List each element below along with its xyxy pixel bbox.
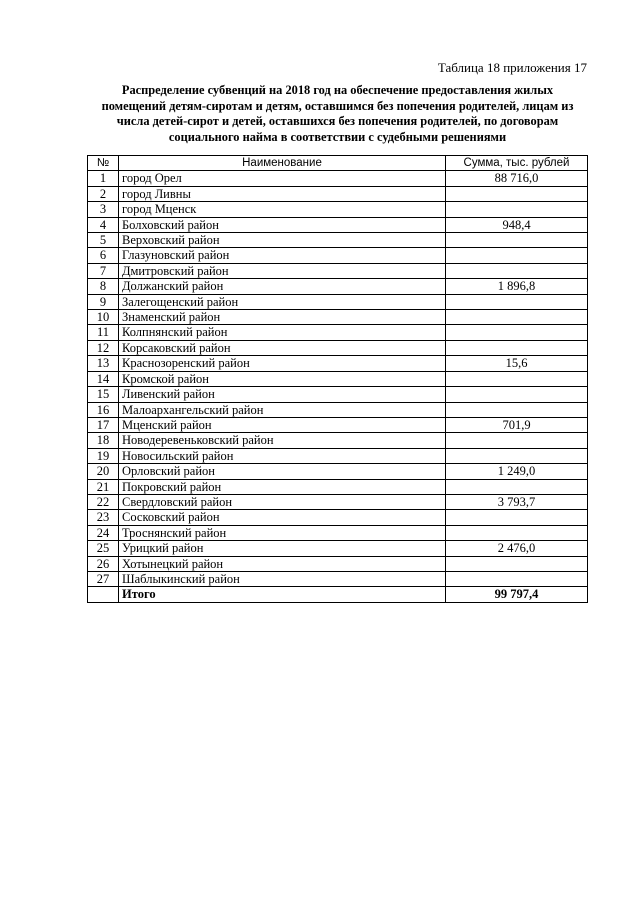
row-number: 23 <box>88 510 119 525</box>
row-sum <box>446 294 588 309</box>
table-row <box>88 464 588 479</box>
row-number: 22 <box>88 494 119 509</box>
row-name: Мценский район <box>119 417 446 432</box>
table-row <box>88 279 588 294</box>
row-number: 13 <box>88 356 119 371</box>
row-sum: 948,4 <box>446 217 588 232</box>
header-name: Наименование <box>119 156 446 171</box>
table-row <box>88 371 588 386</box>
table-row <box>88 433 588 448</box>
row-name: Новодеревеньковский район <box>119 433 446 448</box>
table-row <box>88 325 588 340</box>
table-row <box>88 294 588 309</box>
row-sum <box>446 448 588 463</box>
row-sum <box>446 233 588 248</box>
row-sum <box>446 371 588 386</box>
row-number: 3 <box>88 202 119 217</box>
table-row <box>88 541 588 556</box>
row-number: 2 <box>88 186 119 201</box>
table-row <box>88 263 588 278</box>
row-number: 24 <box>88 525 119 540</box>
row-name: Верховский район <box>119 233 446 248</box>
row-name: Покровский район <box>119 479 446 494</box>
title-line: социального найма в соответствии с судебными решениями <box>168 129 507 144</box>
row-name: Новосильский район <box>119 448 446 463</box>
row-name: Кромской район <box>119 371 446 386</box>
row-sum <box>446 510 588 525</box>
table-row <box>88 202 588 217</box>
row-sum <box>446 310 588 325</box>
total-row <box>88 587 588 602</box>
header-sum: Сумма, тыс. рублей <box>446 156 588 171</box>
row-number: 1 <box>88 171 119 186</box>
row-name: Шаблыкинский район <box>119 571 446 586</box>
row-number: 18 <box>88 433 119 448</box>
row-number: 16 <box>88 402 119 417</box>
row-sum <box>446 479 588 494</box>
subsidy-table <box>87 155 588 603</box>
row-name: Глазуновский район <box>119 248 446 263</box>
row-number: 27 <box>88 571 119 586</box>
row-number: 25 <box>88 541 119 556</box>
row-name: Хотынецкий район <box>119 556 446 571</box>
row-sum: 1 896,8 <box>446 279 588 294</box>
table-row <box>88 417 588 432</box>
row-name: Орловский район <box>119 464 446 479</box>
row-sum <box>446 525 588 540</box>
table-header-row <box>88 156 588 171</box>
row-number: 11 <box>88 325 119 340</box>
row-sum: 3 793,7 <box>446 494 588 509</box>
table-row <box>88 525 588 540</box>
row-name: Знаменский район <box>119 310 446 325</box>
row-name: Должанский район <box>119 279 446 294</box>
row-number: 17 <box>88 417 119 432</box>
table-row <box>88 340 588 355</box>
table-row <box>88 248 588 263</box>
row-number: 21 <box>88 479 119 494</box>
table-body <box>88 171 588 587</box>
table-row <box>88 356 588 371</box>
row-sum: 1 249,0 <box>446 464 588 479</box>
row-sum <box>446 202 588 217</box>
total-sum: 99 797,4 <box>446 587 588 602</box>
row-sum <box>446 571 588 586</box>
row-sum: 88 716,0 <box>446 171 588 186</box>
row-name: Малоархангельский район <box>119 402 446 417</box>
title-line: помещений детям-сиротам и детям, оставшимся без попечения родителей, лицам из <box>101 98 574 113</box>
row-number: 14 <box>88 371 119 386</box>
table-row <box>88 448 588 463</box>
table-row <box>88 387 588 402</box>
row-number: 4 <box>88 217 119 232</box>
row-sum: 15,6 <box>446 356 588 371</box>
row-sum <box>446 387 588 402</box>
row-number: 9 <box>88 294 119 309</box>
table-row <box>88 571 588 586</box>
table-row <box>88 510 588 525</box>
row-number: 8 <box>88 279 119 294</box>
table-row <box>88 171 588 186</box>
title-line: Распределение субвенций на 2018 год на обеспечение предоставления жилых <box>121 83 554 97</box>
row-sum: 2 476,0 <box>446 541 588 556</box>
total-number-cell <box>88 587 119 602</box>
row-number: 19 <box>88 448 119 463</box>
row-sum <box>446 186 588 201</box>
row-name: Залегощенский район <box>119 294 446 309</box>
row-name: Краснозоренский район <box>119 356 446 371</box>
table-row <box>88 233 588 248</box>
row-sum <box>446 340 588 355</box>
row-number: 12 <box>88 340 119 355</box>
total-label: Итого <box>119 587 446 602</box>
table-row <box>88 556 588 571</box>
row-name: город Мценск <box>119 202 446 217</box>
row-number: 6 <box>88 248 119 263</box>
row-name: Свердловский район <box>119 494 446 509</box>
row-sum <box>446 263 588 278</box>
table-row <box>88 479 588 494</box>
table-row <box>88 494 588 509</box>
row-sum <box>446 402 588 417</box>
row-name: Сосковский район <box>119 510 446 525</box>
row-name: Корсаковский район <box>119 340 446 355</box>
table-row <box>88 186 588 201</box>
row-number: 20 <box>88 464 119 479</box>
document-title <box>85 83 590 145</box>
row-number: 26 <box>88 556 119 571</box>
row-number: 5 <box>88 233 119 248</box>
row-name: Болховский район <box>119 217 446 232</box>
row-name: Колпнянский район <box>119 325 446 340</box>
header-number: № <box>88 156 119 171</box>
row-number: 15 <box>88 387 119 402</box>
appendix-label: Таблица 18 приложения 17 <box>437 60 587 75</box>
row-name: Ливенский район <box>119 387 446 402</box>
row-sum <box>446 248 588 263</box>
row-sum <box>446 556 588 571</box>
row-sum <box>446 433 588 448</box>
table-row <box>88 310 588 325</box>
row-name: город Орел <box>119 171 446 186</box>
row-sum: 701,9 <box>446 417 588 432</box>
row-name: Дмитровский район <box>119 263 446 278</box>
title-line: числа детей-сирот и детей, оставшихся без попечения родителей, по договорам <box>116 114 559 128</box>
table-row <box>88 402 588 417</box>
row-number: 10 <box>88 310 119 325</box>
row-name: город Ливны <box>119 186 446 201</box>
row-sum <box>446 325 588 340</box>
table-row <box>88 217 588 232</box>
row-number: 7 <box>88 263 119 278</box>
row-name: Троснянский район <box>119 525 446 540</box>
row-name: Урицкий район <box>119 541 446 556</box>
